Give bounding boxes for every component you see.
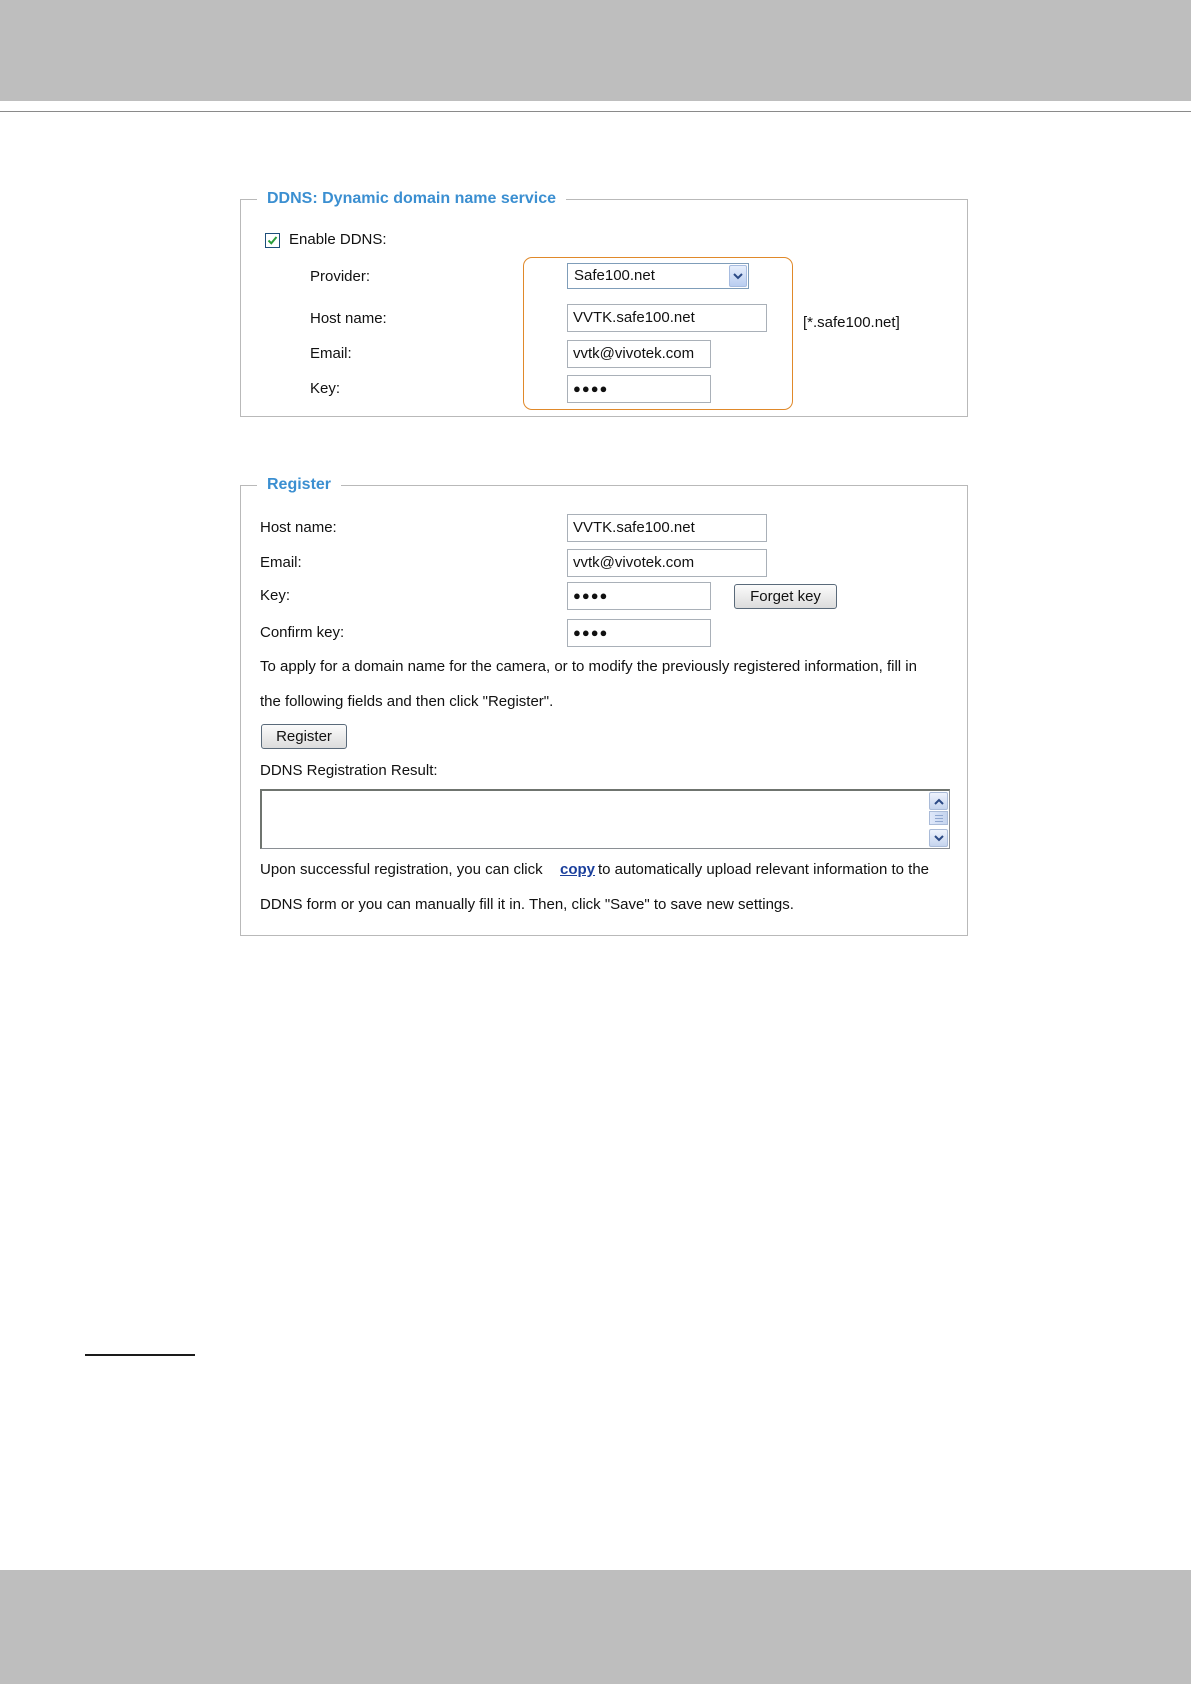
scroll-down-button[interactable] — [929, 829, 948, 847]
ddns-email-label: Email: — [310, 345, 352, 362]
result-scrollbar[interactable] — [929, 792, 948, 847]
page-header-band — [0, 0, 1191, 101]
check-icon — [267, 235, 278, 246]
hostname-suffix-hint: [*.safe100.net] — [803, 314, 900, 331]
ddns-key-label: Key: — [310, 380, 341, 397]
register-hostname-label: Host name: — [260, 519, 337, 536]
instructions-line-2: the following fields and then click "Register". — [260, 693, 554, 710]
confirm-key-input[interactable]: ●●●● — [567, 619, 711, 647]
header-divider — [0, 111, 1191, 112]
register-email-input[interactable]: vvtk@vivotek.com — [567, 549, 767, 577]
page-footer-band — [0, 1570, 1191, 1684]
registration-result-label: DDNS Registration Result: — [260, 762, 438, 779]
provider-select-value: Safe100.net — [574, 267, 655, 284]
upon-text-before-link: Upon successful registration, you can click — [260, 861, 543, 878]
register-key-input[interactable]: ●●●● — [567, 582, 711, 610]
ddns-hostname-input[interactable]: VVTK.safe100.net — [567, 304, 767, 332]
scroll-thumb[interactable] — [929, 811, 948, 825]
ddns-email-input[interactable]: vvtk@vivotek.com — [567, 340, 711, 368]
ddns-key-input[interactable]: ●●●● — [567, 375, 711, 403]
register-button[interactable]: Register — [261, 724, 347, 749]
upon-text-after-link: to automatically upload relevant information to the — [598, 861, 930, 878]
copy-link[interactable]: copy — [560, 861, 596, 878]
arrow-down-icon — [934, 835, 944, 842]
registration-result-textarea[interactable] — [260, 789, 950, 849]
register-key-label: Key: — [260, 587, 291, 604]
ddns-hostname-label: Host name: — [310, 310, 387, 327]
instructions-line-1: To apply for a domain name for the camera, or to modify the previously registered information, fill in — [260, 658, 917, 675]
enable-ddns-label: Enable DDNS: — [289, 231, 387, 248]
register-email-label: Email: — [260, 554, 302, 571]
highlight-outline — [523, 257, 793, 410]
forget-key-button[interactable]: Forget key — [734, 584, 837, 609]
confirm-key-label: Confirm key: — [260, 624, 345, 641]
footnote-rule — [85, 1354, 195, 1356]
register-hostname-input[interactable]: VVTK.safe100.net — [567, 514, 767, 542]
scroll-up-button[interactable] — [929, 792, 948, 810]
ddns-legend: DDNS: Dynamic domain name service — [257, 187, 566, 211]
provider-label: Provider: — [310, 268, 371, 285]
upon-text-line-2: DDNS form or you can manually fill it in. Then, click "Save" to save new settings. — [260, 896, 794, 913]
enable-ddns-checkbox[interactable] — [265, 233, 280, 248]
arrow-up-icon — [934, 798, 944, 805]
register-legend: Register — [257, 473, 341, 497]
